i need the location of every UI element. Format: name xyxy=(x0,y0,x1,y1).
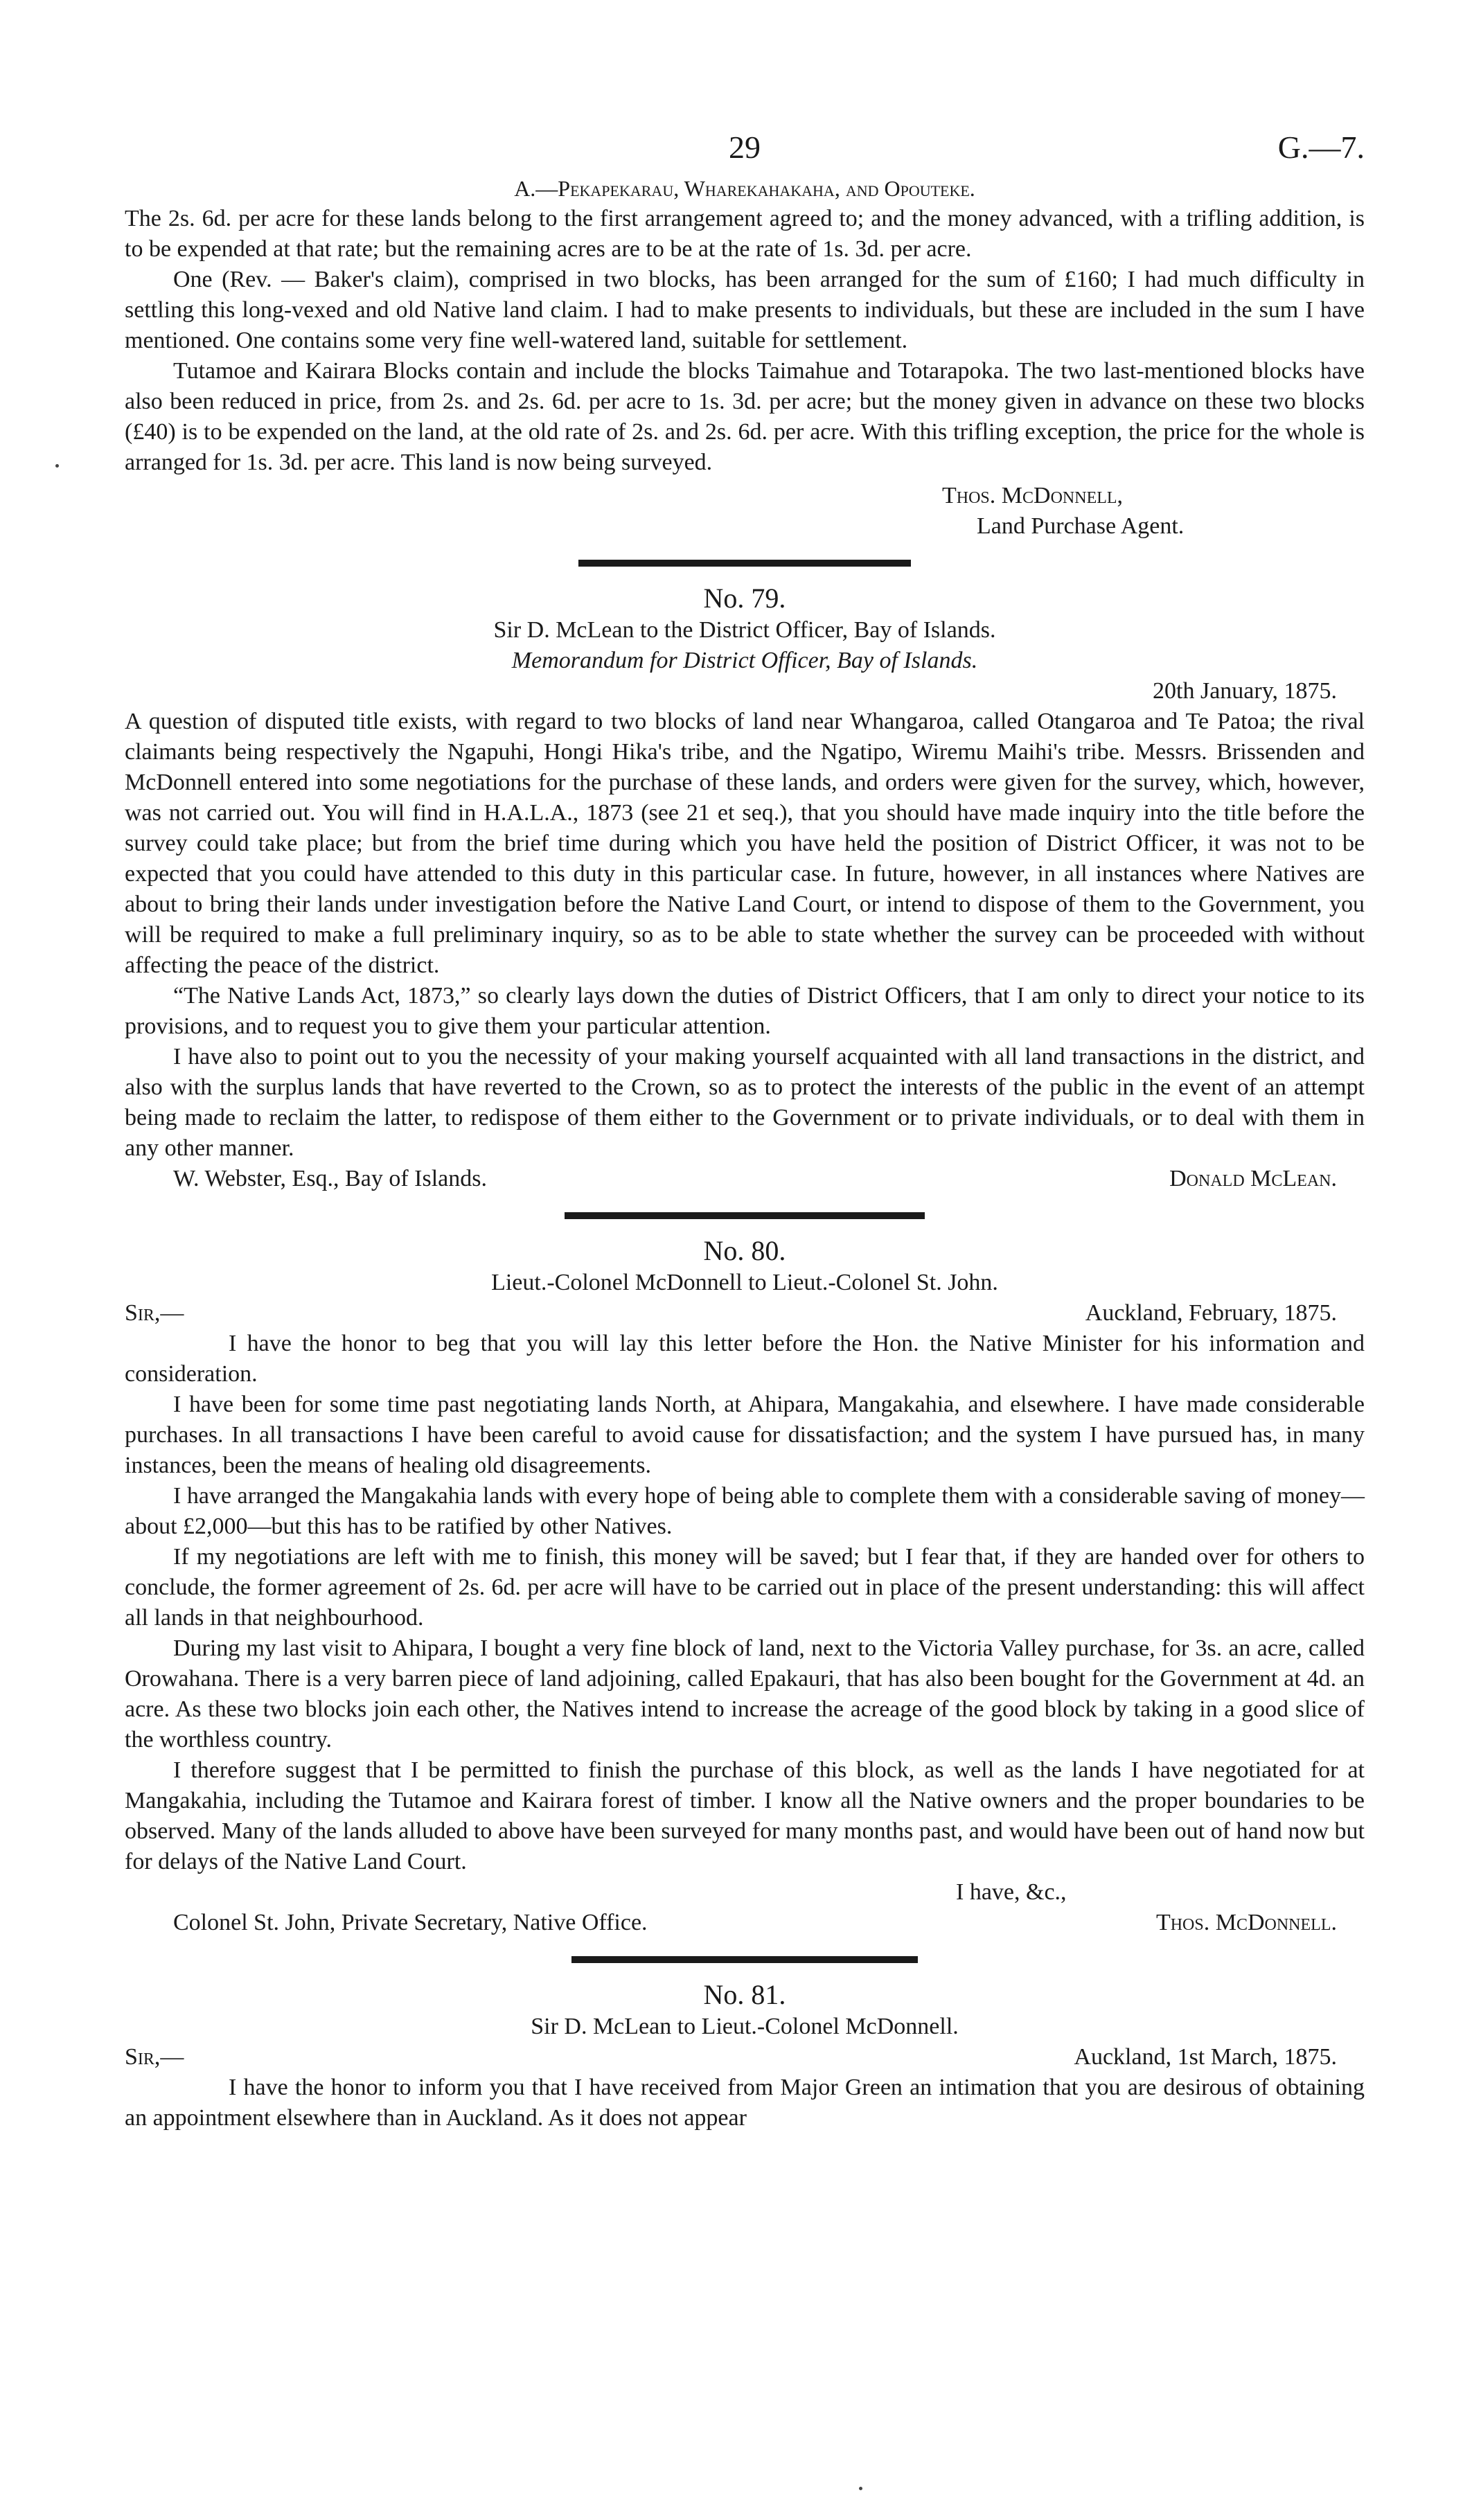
paragraph: One (Rev. — Baker's claim), comprised in two blocks, has been arranged for the sum of £160; I had much difficulty in settling this long-vexed and old Native land claim. I had to make presents to individuals, but these are included in the sum I have mentioned. One contains some very fine well-watered land, suitable for settlement. xyxy=(125,267,1365,353)
letter-subtitle: Sir D. McLean to the District Officer, Bay of Islands. xyxy=(493,617,996,643)
paragraph: “The Native Lands Act, 1873,” so clearly lays down the duties of District Officers, that I am only to direct your notice to its provisions, and to request you to give them your particular attention. xyxy=(125,983,1365,1039)
document-reference: G.—7. xyxy=(1277,130,1365,165)
page-number: 29 xyxy=(729,130,761,165)
paragraph: I have been for some time past negotiating lands North, at Ahipara, Mangakahia, and elsewhere. I have made considerable purchases. In all transactions I have been careful to avoid cause for dissatisfaction; and the system I have pursued has, in many instances, been the means of healing old disagreements. xyxy=(125,1392,1365,1478)
letter-subtitle: Lieut.-Colonel McDonnell to Lieut.-Colonel St. John. xyxy=(491,1270,998,1295)
letter-subtitle: Sir D. McLean to Lieut.-Colonel McDonnell. xyxy=(531,2014,959,2039)
paragraph: I have arranged the Mangakahia lands with every hope of being able to complete them with a considerable saving of money—about £2,000—but this has to be ratified by other Natives. xyxy=(125,1483,1365,1539)
letter-number: No. 81. xyxy=(703,1979,786,2010)
signature-title: Land Purchase Agent. xyxy=(977,513,1185,539)
paragraph: I have also to point out to you the necessity of your making yourself acquainted with all land transactions in the district, and also with the surplus lands that have reverted to the Crown, so as to protect the interests of the public in the event of an attempt being made to reclaim the latter, to redispose of them either to the Government or to private individuals, or to deal with them in any other manner. xyxy=(125,1044,1365,1161)
section-divider xyxy=(565,1212,925,1219)
paragraph: Tutamoe and Kairara Blocks contain and include the blocks Taimahue and Totarapoka. The two last-mentioned blocks have also been reduced in price, from 2s. and 2s. 6d. per acre to 1s. 3d. per acre; but the money given in advance on these two blocks (£40) is to be expended on the land, at the old rate of 2s. and 2s. 6d. per acre. With this trifling exception, the price for the whole is arranged for 1s. 3d. per acre. This land is now being surveyed. xyxy=(125,358,1365,475)
signature: Donald McLean. xyxy=(1169,1166,1337,1191)
signature: Thos. McDonnell. xyxy=(1155,1910,1337,1935)
paragraph: I have the honor to beg that you will lay this letter before the Hon. the Native Minister for his information and consideration. xyxy=(125,1331,1365,1387)
section-divider xyxy=(571,1956,918,1963)
addressee: Colonel St. John, Private Secretary, Native Office. xyxy=(173,1910,648,1935)
closing-row xyxy=(125,1908,1365,1938)
closing-row xyxy=(125,1164,1365,1194)
paragraph: If my negotiations are left with me to finish, this money will be saved; but I fear that, if they are handed over for others to conclude, the former agreement of 2s. 6d. per acre will have to be carried out in place of the present understanding: this will affect all lands in that neighbourhood. xyxy=(125,1544,1365,1631)
letter-date: 20th January, 1875. xyxy=(1153,678,1337,704)
salutation: Sir,— xyxy=(125,1300,184,1326)
paragraph: A question of disputed title exists, with regard to two blocks of land near Whangaroa, called Otangaroa and Te Patoa; the rival claimants being respectively the Ngapuhi, Hongi Hika's tribe, and the Ngatipo, Wiremu Maihi's tribe. Messrs. Brissenden and McDonnell entered into some negotiations for the purchase of these lands, and orders were given for the survey, which, however, was not carried out. You will find in H.A.L.A., 1873 (see 21 et seq.), that you should have made inquiry into the title before the survey could take place; but from the brief time during which you have held the position of District Officer, it was not to be expected that you could have attended to this duty in this particular case. In future, however, in all instances where Natives are about to bring their lands under investigation before the Native Land Court, or intend to dispose of them to the Government, you will be required to make a full preliminary inquiry, so as to be able to state whether the survey can be proceeded with without affecting the peace of the district. xyxy=(125,709,1365,978)
letter-number: No. 79. xyxy=(703,583,786,614)
salutation: Sir,— xyxy=(125,2044,184,2070)
closing: I have, &c., xyxy=(956,1879,1067,1905)
salutation-row xyxy=(125,2042,1365,2073)
salutation-row xyxy=(125,1298,1365,1329)
section-divider xyxy=(578,560,911,567)
memo-heading: Memorandum for District Officer, Bay of Islands. xyxy=(511,648,978,673)
signature-name: Thos. McDonnell, xyxy=(942,483,1124,508)
letter-date: Auckland, February, 1875. xyxy=(1085,1300,1337,1326)
letter-number: No. 80. xyxy=(703,1235,786,1266)
stray-mark xyxy=(55,464,59,468)
stray-mark xyxy=(859,2487,862,2490)
document-page xyxy=(125,125,1365,2133)
paragraph: The 2s. 6d. per acre for these lands belong to the first arrangement agreed to; and the money advanced, with a trifling addition, is to be expended at that rate; but the remaining acres are to be at the rate of 1s. 3d. per acre. xyxy=(125,206,1365,262)
paragraph: I have the honor to inform you that I have received from Major Green an intimation that you are desirous of obtaining an appointment elsewhere than in Auckland. As it does not appear xyxy=(125,2075,1365,2131)
section-heading: A.—Pekapekarau, Wharekahakaha, and Opouteke. xyxy=(514,176,975,201)
page-header xyxy=(125,125,1365,173)
addressee: W. Webster, Esq., Bay of Islands. xyxy=(173,1166,487,1191)
paragraph: During my last visit to Ahipara, I bought a very fine block of land, next to the Victoria Valley purchase, for 3s. an acre, called Orowahana. There is a very barren piece of land adjoining, called Epakauri, that has also been bought for the Government at 4d. an acre. As these two blocks join each other, the Natives intend to increase the acreage of the good block by taking in a good slice of the worthless country. xyxy=(125,1635,1365,1753)
letter-date: Auckland, 1st March, 1875. xyxy=(1074,2044,1337,2070)
paragraph: I therefore suggest that I be permitted to finish the purchase of this block, as well as the lands I have negotiated for at Mangakahia, including the Tutamoe and Kairara forest of timber. I know all the Native owners and the proper boundaries to be observed. Many of the lands alluded to above have been surveyed for many months past, and would have been out of hand now but for delays of the Native Land Court. xyxy=(125,1757,1365,1874)
